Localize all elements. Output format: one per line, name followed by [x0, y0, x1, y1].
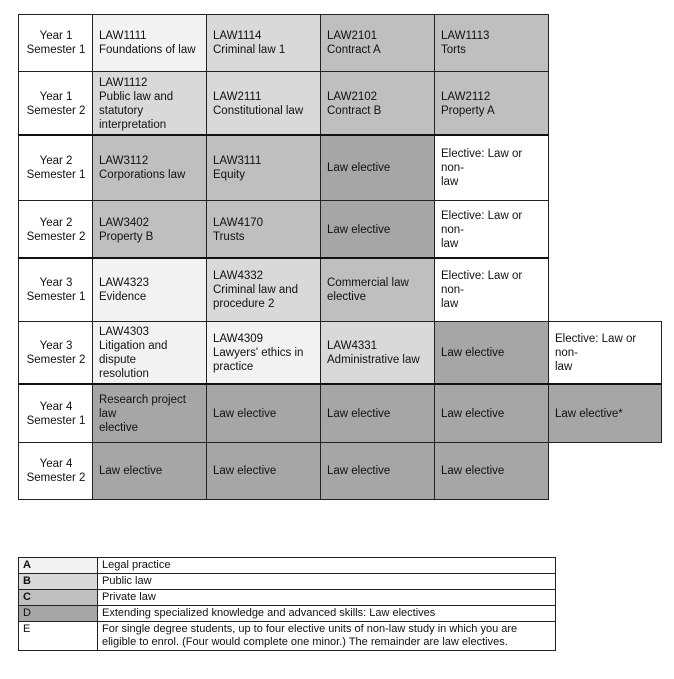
- unit-cell: [92, 384, 207, 443]
- unit-cell-text: LAW1114 Criminal law 1: [213, 30, 286, 56]
- semester-label: [18, 14, 93, 72]
- legend-code-b: B: [19, 574, 98, 590]
- semester-label: [18, 258, 93, 322]
- unit-cell-text: Elective: Law or non- law: [441, 209, 523, 250]
- legend-table: [18, 557, 556, 651]
- semester-label: [18, 321, 93, 385]
- legend-desc-d: Extending specialized knowledge and advanced skills: Law electives: [98, 606, 556, 622]
- unit-cell-text: Law elective: [327, 465, 391, 477]
- semester-label-text: Year 2 Semester 1: [26, 155, 86, 181]
- unit-cell-text: LAW4332 Criminal law and procedure 2: [213, 270, 299, 310]
- unit-cell-text: LAW2111 Constitutional law: [213, 90, 304, 117]
- unit-cell-text: Law elective: [441, 465, 505, 477]
- unit-cell-text: Law elective*: [555, 407, 623, 420]
- semester-label: [18, 71, 93, 136]
- unit-cell: [206, 384, 321, 443]
- unit-cell: [92, 14, 207, 72]
- year-divider: [18, 134, 549, 136]
- legend-code-c: C: [19, 590, 98, 606]
- legend-desc-e: For single degree students, up to four elective units of non-law study in which you are eligible to enrol. (Four would complete one minor.) The remainder are law electives.: [98, 622, 556, 651]
- unit-cell-text: LAW3112 Corporations law: [99, 155, 186, 181]
- unit-cell-text: LAW1112 Public law and statutory interpretation: [99, 76, 174, 131]
- semester-label-text: Year 3 Semester 1: [26, 277, 86, 303]
- unit-cell-text: Research project law elective: [99, 393, 186, 434]
- unit-cell-text: Law elective: [327, 162, 391, 174]
- unit-cell-text: Elective: Law or non- law: [441, 270, 523, 310]
- unit-cell: [320, 384, 435, 443]
- unit-cell: [206, 321, 321, 385]
- unit-cell-text: Law elective: [99, 465, 163, 477]
- unit-cell: [206, 135, 321, 201]
- unit-cell: [206, 200, 321, 259]
- semester-label: [18, 135, 93, 201]
- legend-row-e: [19, 622, 556, 651]
- unit-cell: [92, 71, 207, 136]
- unit-cell: [434, 135, 549, 201]
- legend-row-a: [19, 558, 556, 574]
- legend-row-b: [19, 574, 556, 590]
- legend-desc-b: Public law: [98, 574, 556, 590]
- unit-cell-text: LAW3111 Equity: [213, 155, 262, 181]
- semester-label-text: Year 1 Semester 1: [26, 30, 86, 56]
- semester-label-text: Year 4 Semester 1: [26, 400, 86, 427]
- unit-cell: [434, 200, 549, 259]
- legend-code-a: A: [19, 558, 98, 574]
- legend-code-d: D: [19, 606, 98, 622]
- unit-cell: [320, 71, 435, 136]
- year-divider: [18, 383, 662, 385]
- unit-cell: [434, 14, 549, 72]
- unit-cell-text: Law elective: [327, 223, 391, 236]
- unit-cell: [320, 258, 435, 322]
- unit-cell-text: LAW4331 Administrative law: [327, 340, 420, 366]
- semester-label: [18, 200, 93, 259]
- unit-cell: [320, 442, 435, 500]
- year-divider: [18, 257, 549, 259]
- unit-cell-text: LAW4309 Lawyers' ethics in practice: [213, 333, 304, 373]
- unit-cell: [92, 321, 207, 385]
- unit-cell: [206, 71, 321, 136]
- unit-cell-text: LAW2112 Property A: [441, 90, 495, 117]
- unit-cell: [434, 71, 549, 136]
- unit-cell-text: LAW2102 Contract B: [327, 90, 382, 117]
- unit-cell: [434, 442, 549, 500]
- unit-cell: [92, 135, 207, 201]
- unit-cell-text: Elective: Law or non- law: [555, 333, 637, 373]
- unit-cell: [320, 200, 435, 259]
- legend-code-e: E: [19, 622, 98, 651]
- unit-cell: [548, 321, 662, 385]
- unit-cell: [92, 200, 207, 259]
- unit-cell-text: Law elective: [327, 407, 391, 420]
- legend-row-d: [19, 606, 556, 622]
- semester-label-text: Year 2 Semester 2: [26, 216, 86, 243]
- unit-cell: [320, 14, 435, 72]
- unit-cell-text: LAW1113 Torts: [441, 30, 490, 56]
- unit-cell: [320, 321, 435, 385]
- unit-cell-text: Law elective: [441, 407, 505, 420]
- unit-cell-text: Law elective: [213, 407, 277, 420]
- unit-cell-text: Law elective: [213, 465, 277, 477]
- semester-label-text: Year 3 Semester 2: [26, 340, 86, 366]
- unit-cell: [206, 14, 321, 72]
- unit-cell: [434, 384, 549, 443]
- unit-cell: [206, 258, 321, 322]
- unit-cell-text: LAW1111 Foundations of law: [99, 30, 196, 56]
- semester-label-text: Year 4 Semester 2: [26, 458, 86, 484]
- unit-cell-text: LAW4323 Evidence: [99, 277, 150, 303]
- unit-cell: [320, 135, 435, 201]
- semester-label-text: Year 1 Semester 2: [26, 90, 86, 117]
- unit-cell-text: LAW4303 Litigation and dispute resolution: [99, 326, 168, 380]
- unit-cell-text: LAW2101 Contract A: [327, 30, 381, 56]
- unit-cell: [434, 258, 549, 322]
- unit-cell-text: LAW4170 Trusts: [213, 216, 264, 243]
- legend-desc-c: Private law: [98, 590, 556, 606]
- unit-cell: [434, 321, 549, 385]
- unit-cell: [206, 442, 321, 500]
- unit-cell: [92, 258, 207, 322]
- unit-cell-text: Law elective: [441, 347, 505, 359]
- unit-cell: [548, 384, 662, 443]
- legend-row-c: [19, 590, 556, 606]
- unit-cell-text: LAW3402 Property B: [99, 216, 154, 243]
- legend-desc-a: Legal practice: [98, 558, 556, 574]
- unit-cell-text: Elective: Law or non- law: [441, 148, 523, 188]
- unit-cell: [92, 442, 207, 500]
- semester-label: [18, 442, 93, 500]
- unit-cell-text: Commercial law elective: [327, 277, 409, 303]
- semester-label: [18, 384, 93, 443]
